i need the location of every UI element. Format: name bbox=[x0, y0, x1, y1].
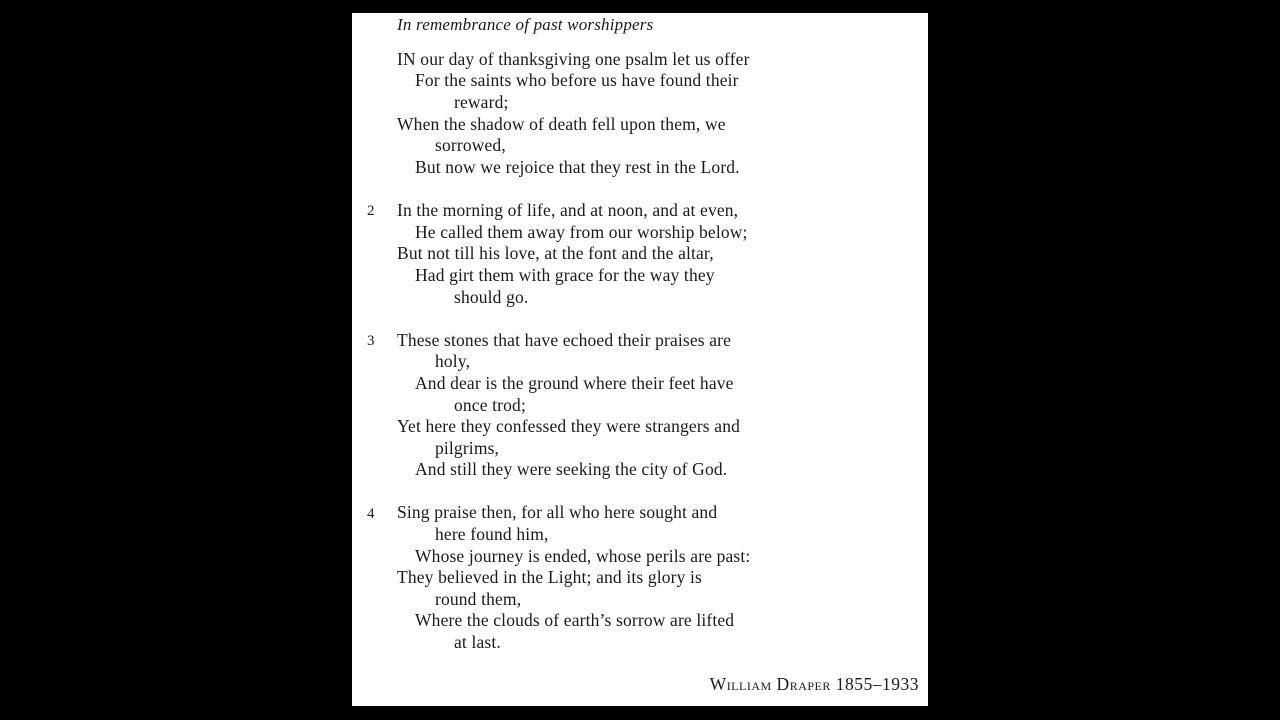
verse-number: 4 bbox=[367, 506, 375, 522]
verse-line: They believed in the Light; and its glory is bbox=[397, 567, 703, 587]
verse-line: once trod; bbox=[454, 395, 526, 415]
verse-line: He called them away from our worship below; bbox=[415, 222, 748, 242]
verse-line: Sing praise then, for all who here sought and bbox=[397, 502, 718, 522]
verse-line: And still they were seeking the city of God. bbox=[415, 459, 728, 479]
verse-number: 3 bbox=[367, 333, 375, 349]
author-attribution: William Draper 1855–1933 bbox=[709, 674, 919, 694]
hymn-heading: In remembrance of past worshippers bbox=[397, 15, 654, 34]
verse-line: But not till his love, at the font and the altar, bbox=[397, 243, 714, 263]
verse-line: at last. bbox=[454, 632, 501, 652]
verse-line: Where the clouds of earth’s sorrow are lifted bbox=[415, 610, 735, 630]
hymn-page bbox=[352, 13, 928, 706]
verse-line: sorrowed, bbox=[435, 135, 506, 155]
verse-line: Had girt them with grace for the way they bbox=[415, 265, 715, 285]
verse-line: These stones that have echoed their praises are bbox=[397, 330, 732, 350]
verse-line: But now we rejoice that they rest in the Lord. bbox=[415, 157, 740, 177]
verse-line: should go. bbox=[454, 287, 529, 307]
verse-line: reward; bbox=[454, 92, 509, 112]
verse-line: holy, bbox=[435, 351, 471, 371]
verse-line: When the shadow of death fell upon them, we bbox=[397, 114, 726, 134]
verse-line: IN our day of thanksgiving one psalm let us offer bbox=[397, 49, 750, 69]
verse-line: round them, bbox=[435, 589, 522, 609]
verse-line: here found him, bbox=[435, 524, 549, 544]
verse-line: In the morning of life, and at noon, and at even, bbox=[397, 200, 739, 220]
verse-line: Yet here they confessed they were strangers and bbox=[397, 416, 741, 436]
verse-line: For the saints who before us have found their bbox=[415, 70, 739, 90]
verse-line: And dear is the ground where their feet have bbox=[415, 373, 734, 393]
verse-number: 2 bbox=[367, 203, 375, 219]
verse-line: pilgrims, bbox=[435, 438, 500, 458]
verse-line: Whose journey is ended, whose perils are past: bbox=[415, 546, 751, 566]
